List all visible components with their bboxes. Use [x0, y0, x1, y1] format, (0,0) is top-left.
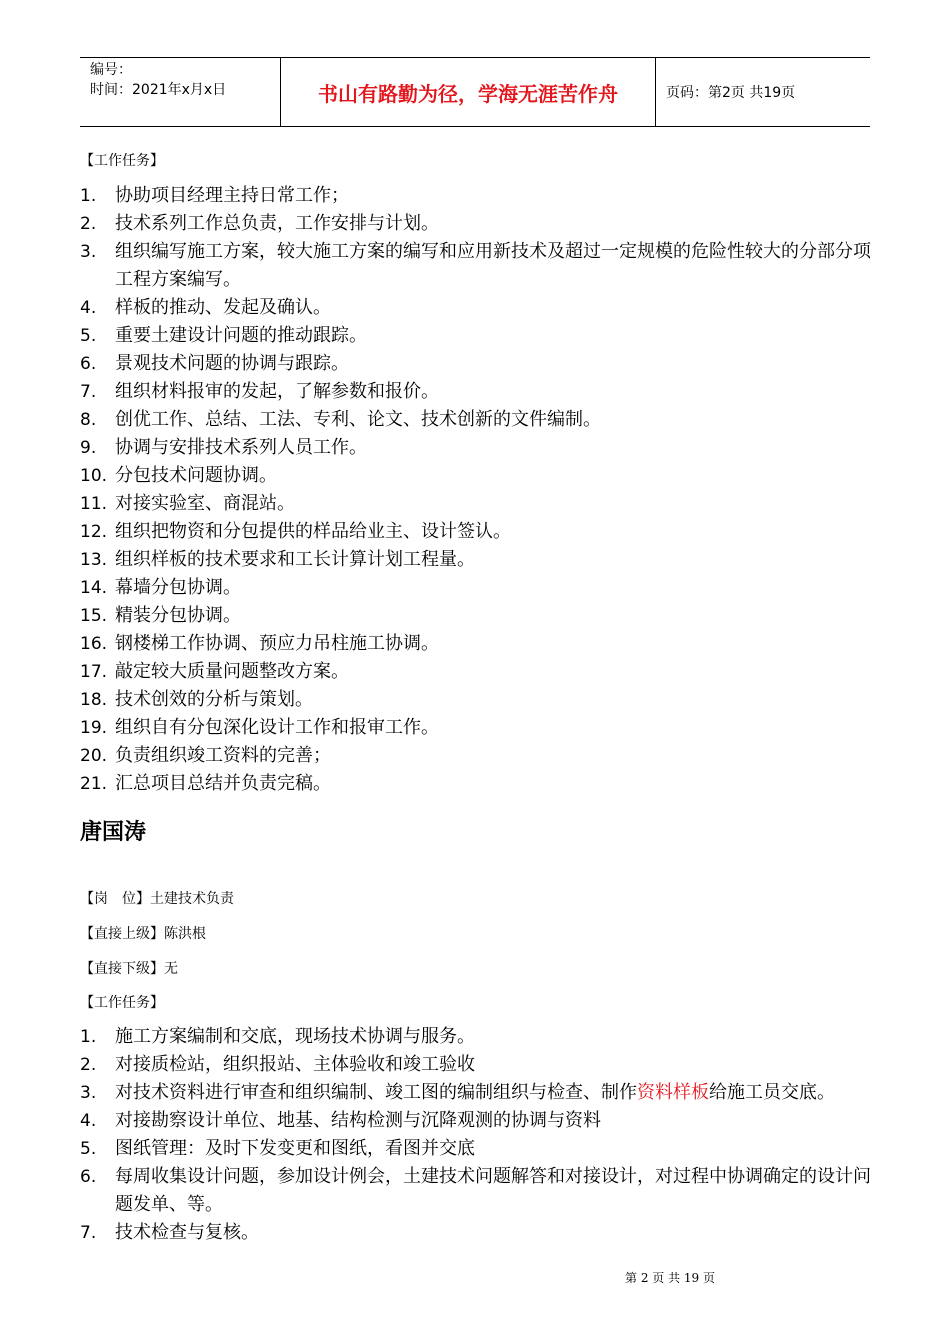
list-item: 4. 样板的推动、发起及确认。: [80, 297, 331, 318]
task-section-label: 【工作任务】: [80, 995, 164, 1011]
superior-label: 【直接上级】陈洪根: [80, 926, 206, 942]
list-item: 6. 景观技术问题的协调与跟踪。: [80, 353, 349, 374]
header-meta: [80, 58, 281, 126]
list-item: 7. 技术检查与复核。: [80, 1222, 259, 1243]
list-item: 3. 对技术资料进行审查和组织编制、竣工图的编制组织与检查、制作资料样板给施工员交底。: [80, 1082, 835, 1103]
list-item: 13. 组织样板的技术要求和工长计算计划工程量。: [80, 549, 475, 570]
list-item: 9. 协调与安排技术系列人员工作。: [80, 437, 367, 458]
task-list-1: [80, 182, 880, 798]
task-list-2: [80, 1023, 880, 1247]
position-label: 【岗 位】土建技术负责: [80, 891, 234, 907]
list-item: 7. 组织材料报审的发起，了解参数和报价。: [80, 381, 439, 402]
list-item: 20. 负责组织竣工资料的完善；: [80, 745, 331, 766]
list-item: 8. 创优工作、总结、工法、专利、论文、技术创新的文件编制。: [80, 409, 601, 430]
list-item: 1. 协助项目经理主持日常工作；: [80, 185, 349, 206]
list-item: 3. 组织编写施工方案，较大施工方案的编写和应用新技术及超过一定规模的危险性较大的分部分项工程方案编写。: [80, 241, 871, 290]
list-item: 19. 组织自有分包深化设计工作和报审工作。: [80, 717, 439, 738]
list-item: 15. 精装分包协调。: [80, 605, 241, 626]
list-item: 1. 施工方案编制和交底，现场技术协调与服务。: [80, 1026, 475, 1047]
page-header: [80, 57, 870, 127]
list-item: 2. 对接质检站，组织报站、主体验收和竣工验收: [80, 1054, 475, 1075]
time-label: 时间：2021年x月x日: [90, 82, 227, 98]
task-section-label: 【工作任务】: [80, 153, 164, 169]
list-item: 12. 组织把物资和分包提供的样品给业主、设计签认。: [80, 521, 511, 542]
list-item: 5. 重要土建设计问题的推动跟踪。: [80, 325, 367, 346]
list-item: 18. 技术创效的分析与策划。: [80, 689, 313, 710]
list-item: 14. 幕墙分包协调。: [80, 577, 241, 598]
list-item: 2. 技术系列工作总负责，工作安排与计划。: [80, 213, 439, 234]
list-item: 11. 对接实验室、商混站。: [80, 493, 295, 514]
list-item: 10. 分包技术问题协调。: [80, 465, 277, 486]
list-item: 4. 对接勘察设计单位、地基、结构检测与沉降观测的协调与资料: [80, 1110, 601, 1131]
list-item: 17. 敲定较大质量问题整改方案。: [80, 661, 349, 682]
highlighted-text: 资料样板: [637, 1082, 709, 1103]
header-page-info: 页码：第2页 共19页: [666, 85, 796, 101]
list-item: 21. 汇总项目总结并负责完稿。: [80, 773, 331, 794]
list-item: 6. 每周收集设计问题，参加设计例会，土建技术问题解答和对接设计，对过程中协调确定的设计问题发单、等。: [80, 1166, 871, 1215]
number-label: 编号：: [90, 62, 132, 78]
list-item: 16. 钢楼梯工作协调、预应力吊柱施工协调。: [80, 633, 439, 654]
subordinate-label: 【直接下级】无: [80, 961, 178, 977]
header-motto: 书山有路勤为径，学海无涯苦作舟: [281, 58, 656, 126]
list-item: 5. 图纸管理：及时下发变更和图纸，看图并交底: [80, 1138, 475, 1159]
person-name: 唐国涛: [80, 820, 147, 845]
page-footer: 第 2 页 共 19 页: [625, 1271, 715, 1285]
